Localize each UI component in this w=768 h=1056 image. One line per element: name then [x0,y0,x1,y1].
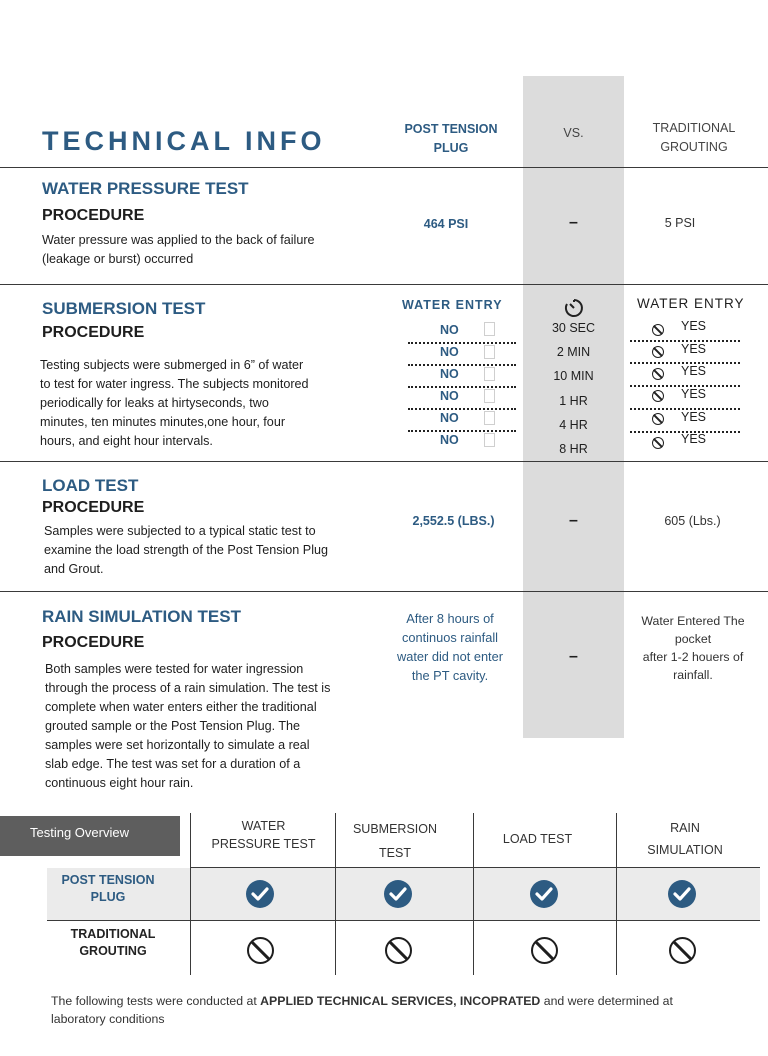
procedure-label: PROCEDURE [42,499,145,516]
dotted-separator [408,364,516,366]
description-line: Testing subjects were submerged in 6” of water [40,358,304,372]
pt-result-no: NO [440,345,459,359]
result-line: pocket [674,632,712,646]
description-line: Water pressure was applied to the back of failure [42,233,315,247]
check-icon [246,880,274,908]
column-header-line: GROUTING [660,140,728,154]
header-line: WATER [241,819,286,833]
procedure-label: PROCEDURE [42,634,145,651]
ban-icon [652,346,664,358]
column-header-line: TRADITIONAL [652,121,736,135]
header-line: PRESSURE TEST [211,837,316,851]
section-description [42,231,382,269]
procedure-label: PROCEDURE [42,207,145,224]
traditional-result-yes: YES [681,342,707,356]
description-line: hours, and eight hour intervals. [40,434,213,448]
pt-result-no: NO [440,411,459,425]
check-icon [384,880,412,908]
description-line: complete when water enters either the traditional [45,700,317,714]
overview-row-label [47,926,179,960]
overview-column-header [617,817,753,861]
time-interval: 1 HR [559,394,588,408]
procedure-label: PROCEDURE [42,324,145,341]
vs-dash: – [569,512,578,529]
time-interval: 2 MIN [556,345,591,359]
footer-text: The following tests were conducted at [51,994,261,1008]
pt-result-no: NO [440,389,459,403]
result-line: the PT cavity. [411,668,489,683]
section-description [45,660,385,793]
divider [0,591,768,592]
footer-company: APPLIED TECHNICAL SERVICES, INCOPRATED [260,994,541,1008]
ban-icon [652,368,664,380]
description-line: samples were set horizontally to simulate a real [45,738,310,752]
section-title-load: LOAD TEST [42,476,139,495]
header-line: RAIN [670,821,700,835]
header-line: LOAD TEST [502,832,573,846]
divider [47,920,760,921]
column-header-vs: VS. [563,126,584,140]
result-line: rainfall. [673,668,713,682]
time-interval: 10 MIN [553,369,594,383]
description-line: Both samples were tested for water ingression [45,662,304,676]
description-line: continuous eight hour rain. [45,776,194,790]
section-title-submersion: SUBMERSION TEST [42,299,206,318]
section-description [44,522,384,579]
description-line: Samples were subjected to a typical static test to [44,524,316,538]
header-line: SUBMERSION [352,822,438,836]
description-line: and Grout. [44,562,104,576]
column-header-post-tension [396,120,506,158]
traditional-result-yes: YES [681,432,707,446]
section-title-water-pressure: WATER PRESSURE TEST [42,179,249,198]
column-divider [335,813,336,975]
ban-icon [531,937,558,964]
pt-result-no: NO [440,433,459,447]
result-line: Water Entered The [641,614,745,628]
timer-icon [564,298,584,318]
divider [0,461,768,462]
dotted-separator [408,408,516,410]
row-label-line: TRADITIONAL [70,927,156,941]
divider [0,284,768,285]
header-line: TEST [379,846,411,860]
pt-rain-result [386,609,514,685]
divider [190,867,760,868]
description-line: slab edge. The test was set for a duration of a [45,757,301,771]
description-line: periodically for leaks at hirtyseconds, two [40,396,269,410]
row-label-line: POST TENSION [61,873,155,887]
traditional-rain-result [630,612,756,684]
pt-result-no: NO [440,367,459,381]
column-header-line: PLUG [433,141,469,155]
checkbox-icon [484,411,495,425]
header-line: SIMULATION [647,843,723,857]
checkbox-icon [484,322,495,336]
pt-value: 464 PSI [423,217,469,231]
overview-column-header [336,817,454,865]
checkbox-icon [484,345,495,359]
footer-text: and were determined at laboratory conditions [51,994,673,1026]
ban-icon [652,390,664,402]
page-title: TECHNICAL INFO [42,126,326,156]
column-header-traditional [630,119,758,157]
footer-note [51,993,731,1028]
ban-icon [669,937,696,964]
result-line: after 1-2 houers of [642,650,744,664]
column-divider [473,813,474,975]
traditional-result-yes: YES [681,410,707,424]
ban-icon [652,324,664,336]
dotted-separator [408,342,516,344]
dotted-separator [630,362,740,364]
traditional-result-yes: YES [681,364,707,378]
traditional-value: 5 PSI [664,216,696,230]
time-interval: 30 SEC [551,321,596,335]
ban-icon [247,937,274,964]
result-line: After 8 hours of [406,611,494,626]
column-divider [190,813,191,975]
checkbox-icon [484,433,495,447]
divider [0,167,768,168]
dotted-separator [630,340,740,342]
pt-water-entry-header: WATER ENTRY [402,298,503,312]
check-icon [530,880,558,908]
column-header-line: POST TENSION [404,122,498,136]
description-line: examine the load strength of the Post Tension Plug [44,543,329,557]
overview-column-header [474,830,601,848]
pt-value: 2,552.5 (LBS.) [412,514,495,528]
time-interval: 4 HR [559,418,588,432]
result-line: water did not enter [397,649,503,664]
row-label-line: GROUTING [79,944,147,958]
dotted-separator [408,386,516,388]
dotted-separator [630,385,740,387]
vs-dash: – [569,648,578,665]
time-interval: 8 HR [559,442,588,456]
pt-result-no: NO [440,323,459,337]
description-line: minutes, ten minutes minutes,one hour, four [40,415,286,429]
description-line: grouted sample or the Post Tension Plug. The [45,719,301,733]
dotted-separator [630,431,740,433]
section-description [40,356,385,451]
checkbox-icon [484,367,495,381]
vs-dash: – [569,214,578,231]
ban-icon [385,937,412,964]
description-line: (leakage or burst) occurred [42,252,194,266]
result-line: continuos rainfall [401,630,499,645]
ban-icon [652,437,664,449]
check-icon [668,880,696,908]
section-title-rain: RAIN SIMULATION TEST [42,607,241,626]
row-label-line: PLUG [90,890,126,904]
testing-overview-label: Testing Overview [0,816,180,856]
column-divider [616,813,617,975]
ban-icon [652,413,664,425]
checkbox-icon [484,389,495,403]
overview-column-header [192,817,335,853]
traditional-result-yes: YES [681,319,707,333]
traditional-water-entry-header: WATER ENTRY [637,296,745,311]
description-line: to test for water ingress. The subjects monitored [40,377,309,391]
overview-row-label [47,872,169,906]
description-line: through the process of a rain simulation. The test is [45,681,331,695]
traditional-value: 605 (Lbs.) [664,514,721,528]
traditional-result-yes: YES [681,387,707,401]
dotted-separator [408,430,516,432]
dotted-separator [630,408,740,410]
